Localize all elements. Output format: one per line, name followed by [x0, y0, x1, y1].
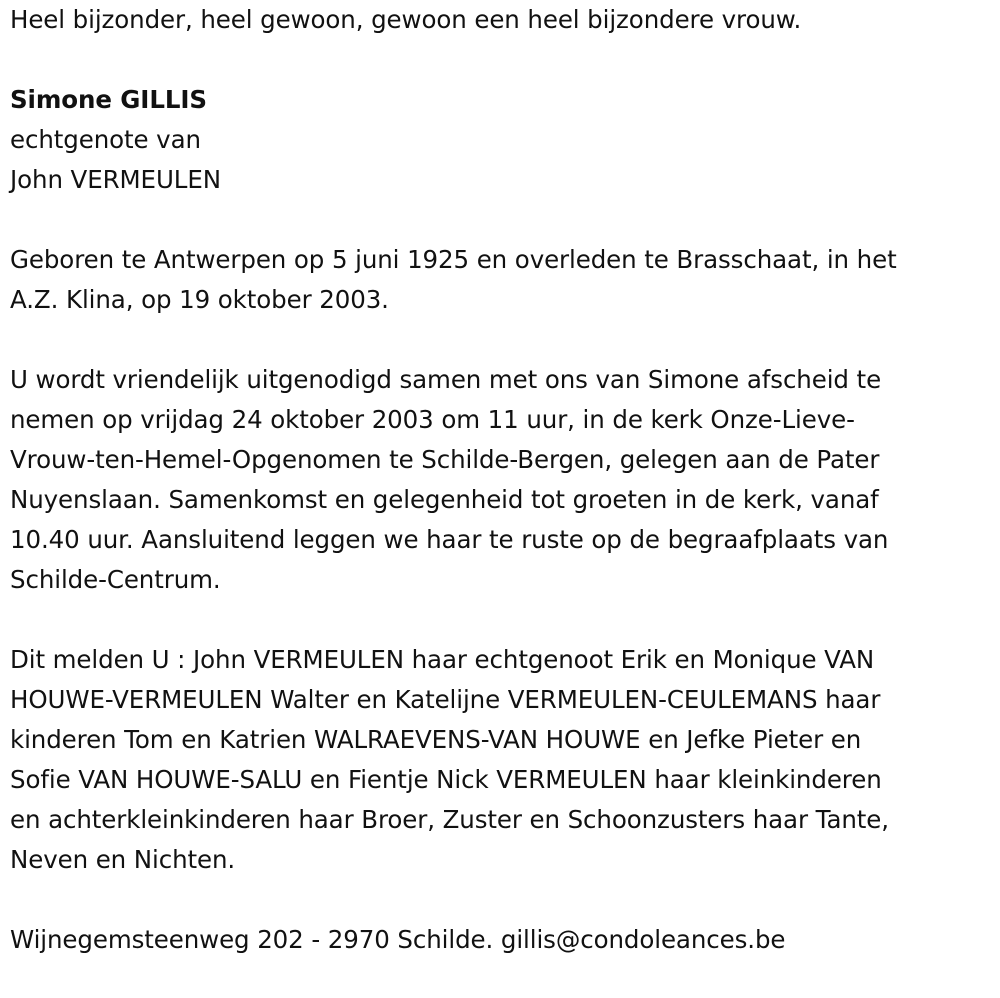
paragraph-line: Sofie VAN HOUWE-SALU en Fientje Nick VERMEULEN haar kleinkinderen — [10, 765, 882, 794]
obituary-document — [10, 0, 985, 960]
paragraph-line: Geboren te Antwerpen op 5 juni 1925 en overleden te Brasschaat, in het — [10, 245, 897, 274]
spouse-name: John VERMEULEN — [10, 165, 221, 194]
invitation-paragraph — [10, 360, 985, 600]
paragraph-line: kinderen Tom en Katrien WALRAEVENS-VAN HOUWE en Jefke Pieter en — [10, 725, 862, 754]
deceased-name: Simone GILLIS — [10, 85, 207, 114]
spacer — [10, 880, 985, 920]
paragraph-line: HOUWE-VERMEULEN Walter en Katelijne VERMEULEN-CEULEMANS haar — [10, 685, 881, 714]
paragraph-line: Neven en Nichten. — [10, 845, 236, 874]
motto: Heel bijzonder, heel gewoon, gewoon een heel bijzondere vrouw. — [10, 5, 802, 34]
spacer — [10, 320, 985, 360]
deceased-relation: echtgenote van — [10, 125, 201, 154]
paragraph-line: Vrouw-ten-Hemel-Opgenomen te Schilde-Bergen, gelegen aan de Pater — [10, 445, 880, 474]
paragraph-line: Nuyenslaan. Samenkomst en gelegenheid tot groeten in de kerk, vanaf — [10, 485, 879, 514]
paragraph-line: A.Z. Klina, op 19 oktober 2003. — [10, 285, 389, 314]
paragraph-line: Dit melden U : John VERMEULEN haar echtgenoot Erik en Monique VAN — [10, 645, 875, 674]
paragraph-line: 10.40 uur. Aansluitend leggen we haar te ruste op de begraafplaats van — [10, 525, 889, 554]
paragraph-line: Schilde-Centrum. — [10, 565, 221, 594]
spacer — [10, 600, 985, 640]
announcement-paragraph — [10, 640, 985, 880]
spacer — [10, 200, 985, 240]
paragraph-line: en achterkleinkinderen haar Broer, Zuster en Schoonzusters haar Tante, — [10, 805, 889, 834]
contact-line: Wijnegemsteenweg 202 - 2970 Schilde. gillis@condoleances.be — [10, 925, 786, 954]
paragraph-line: U wordt vriendelijk uitgenodigd samen met ons van Simone afscheid te — [10, 365, 882, 394]
spacer — [10, 40, 985, 80]
paragraph-line: nemen op vrijdag 24 oktober 2003 om 11 uur, in de kerk Onze-Lieve- — [10, 405, 855, 434]
birth-death-paragraph — [10, 240, 985, 320]
